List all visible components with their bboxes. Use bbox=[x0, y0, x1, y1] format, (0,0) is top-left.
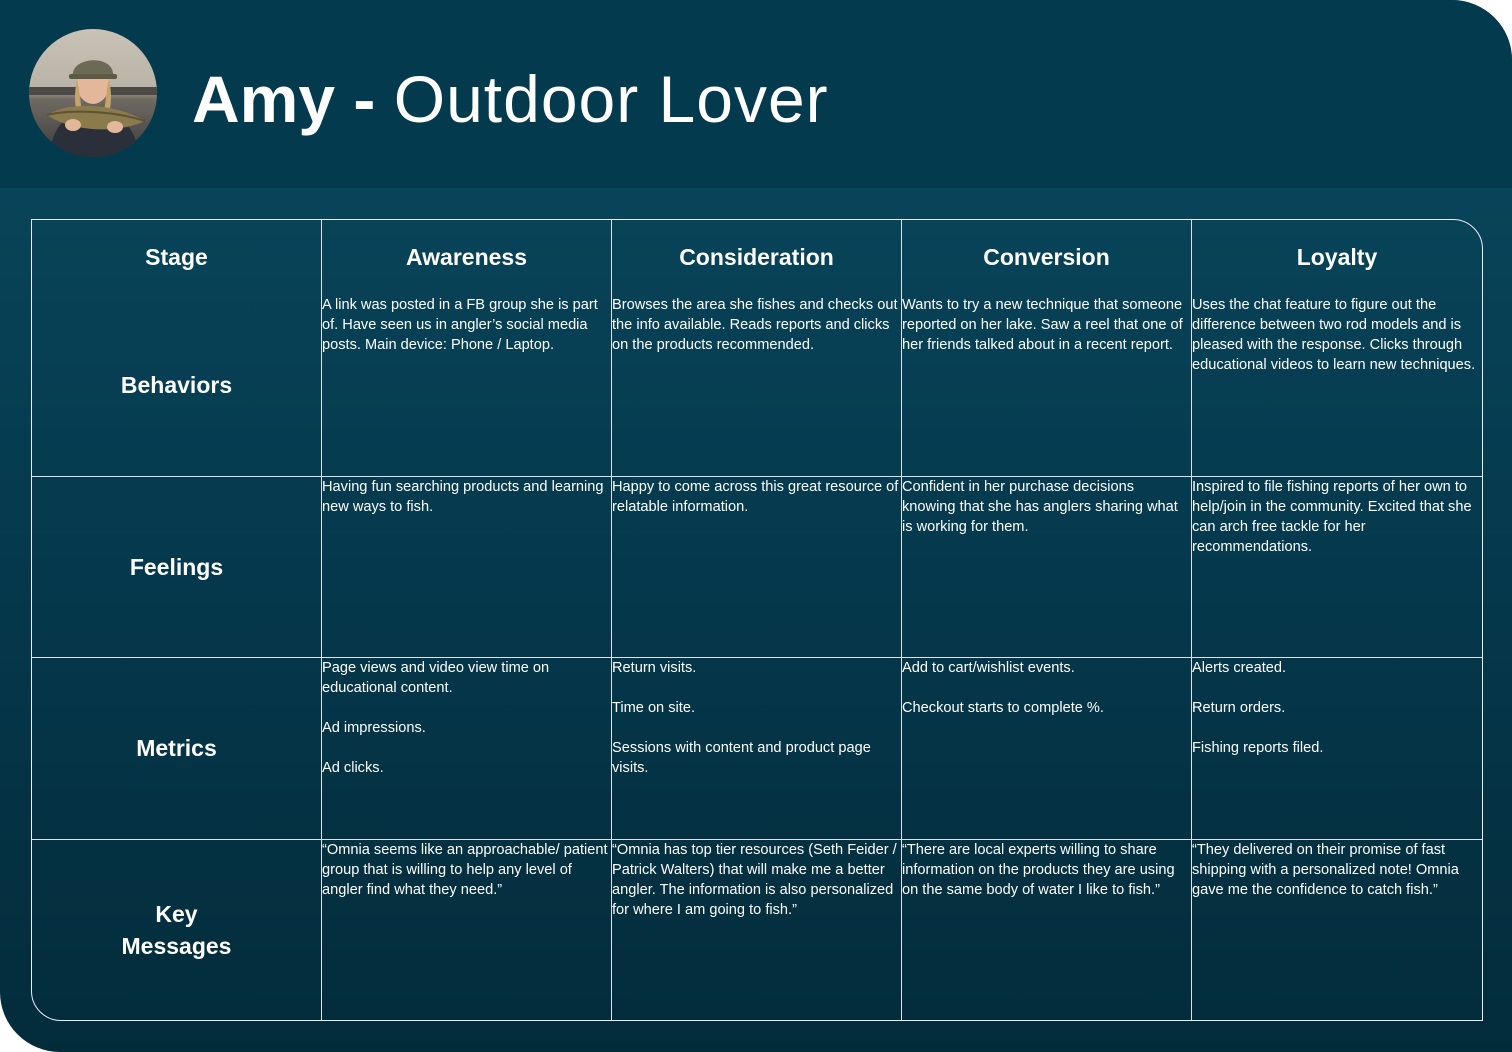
row-label-metrics bbox=[32, 658, 322, 840]
cell-metrics-awareness bbox=[322, 658, 612, 840]
persona-name: Amy bbox=[192, 62, 336, 136]
cell-text: Browses the area she fishes and checks out the info available. Reads reports and clicks on the products recommended. bbox=[612, 297, 898, 353]
cell-text: “Omnia seems like an approachable/ patient group that is willing to help any level of angler find what they need.” bbox=[322, 841, 608, 898]
row-label-feelings bbox=[32, 477, 322, 659]
row-label-text: Behaviors bbox=[120, 372, 233, 399]
cell-text: Page views and video view time on educational content. bbox=[322, 660, 550, 696]
row-label-text: Messages bbox=[121, 932, 232, 959]
cell-feelings-conversion bbox=[902, 477, 1192, 659]
stage-header-loyalty: Loyalty bbox=[1296, 244, 1378, 270]
row-label-text: Metrics bbox=[136, 735, 217, 762]
cell-text: Alerts created. bbox=[1192, 660, 1287, 676]
cell-key-messages-consideration bbox=[612, 840, 902, 1021]
cell-behaviors-loyalty bbox=[1192, 295, 1482, 477]
table-row-behaviors bbox=[32, 295, 1482, 477]
stage-header-conversion: Conversion bbox=[902, 220, 1192, 295]
cell-metrics-conversion bbox=[902, 658, 1192, 840]
stage-header-awareness: Awareness bbox=[322, 220, 612, 295]
cell-feelings-awareness bbox=[322, 477, 612, 659]
cell-behaviors-conversion bbox=[902, 295, 1192, 477]
cell-feelings-consideration bbox=[612, 477, 902, 659]
avatar-image bbox=[29, 29, 157, 157]
cell-text: “Omnia has top tier resources (Seth Feider / Patrick Walters) that will make me a better angler. The information is also personalized for where I am going to fish.” bbox=[612, 841, 897, 918]
cell-metrics-loyalty bbox=[1192, 658, 1482, 840]
cell-text: Happy to come across this great resource of relatable information. bbox=[612, 478, 899, 515]
cell-text: Confident in her purchase decisions knowing that she has anglers sharing what is working for them. bbox=[902, 478, 1178, 535]
row-label-key-messages bbox=[32, 840, 322, 1021]
cell-text: Return visits. bbox=[612, 660, 697, 676]
cell-text: Checkout starts to complete %. bbox=[902, 700, 1104, 716]
cell-text: “They delivered on their promise of fast shipping with a personalized note! Omnia gave me the confidence to catch fish.” bbox=[1192, 841, 1459, 898]
cell-text: Sessions with content and product page visits. bbox=[612, 740, 871, 776]
stage-header-row bbox=[32, 220, 1482, 295]
cell-text: “There are local experts willing to share information on the products they are using on the same body of water I like to fish.” bbox=[902, 841, 1175, 898]
cell-behaviors-awareness bbox=[322, 295, 612, 477]
table-row-key-messages bbox=[32, 840, 1482, 1021]
persona-role: Outdoor Lover bbox=[393, 62, 829, 136]
cell-key-messages-awareness bbox=[322, 840, 612, 1021]
row-label-behaviors bbox=[32, 295, 322, 477]
table-row-metrics bbox=[32, 658, 1482, 840]
cell-text: Wants to try a new technique that someone reported on her lake. Saw a reel that one of her friends talked about in a recent report. bbox=[902, 297, 1183, 353]
persona-avatar-photo bbox=[29, 29, 157, 157]
cell-text: Ad clicks. bbox=[322, 760, 384, 776]
stage-corner-header: Stage bbox=[32, 220, 322, 295]
cell-text: Fishing reports filed. bbox=[1192, 740, 1324, 756]
cell-text: Uses the chat feature to figure out the difference between two rod models and is pleased with the response. Clicks through educational videos to learn new techniques. bbox=[1192, 297, 1476, 373]
cell-text: Return orders. bbox=[1192, 700, 1286, 716]
cell-feelings-loyalty bbox=[1192, 477, 1482, 659]
table-row-feelings bbox=[32, 477, 1482, 659]
cell-text: Inspired to file fishing reports of her own to help/join in the community. Excited that she can arch free tackle for her recommendations. bbox=[1192, 478, 1472, 555]
persona-header bbox=[0, 0, 1512, 188]
row-label-text: Key bbox=[155, 900, 198, 927]
cell-text: Having fun searching products and learning new ways to fish. bbox=[322, 478, 604, 515]
row-label-text: Feelings bbox=[129, 553, 224, 580]
persona-title bbox=[192, 54, 829, 144]
cell-text: Add to cart/wishlist events. bbox=[902, 660, 1075, 676]
cell-metrics-consideration bbox=[612, 658, 902, 840]
cell-text: Time on site. bbox=[612, 700, 695, 716]
cell-key-messages-conversion bbox=[902, 840, 1192, 1021]
cell-text: A link was posted in a FB group she is part of. Have seen us in angler’s social media posts. Main device: Phone / Laptop. bbox=[322, 297, 598, 353]
cell-key-messages-loyalty bbox=[1192, 840, 1482, 1021]
title-separator: - bbox=[353, 62, 376, 136]
cell-behaviors-consideration bbox=[612, 295, 902, 477]
stage-header-consideration: Consideration bbox=[612, 220, 902, 295]
cell-text: Ad impressions. bbox=[322, 720, 426, 736]
customer-journey-table bbox=[31, 219, 1483, 1021]
